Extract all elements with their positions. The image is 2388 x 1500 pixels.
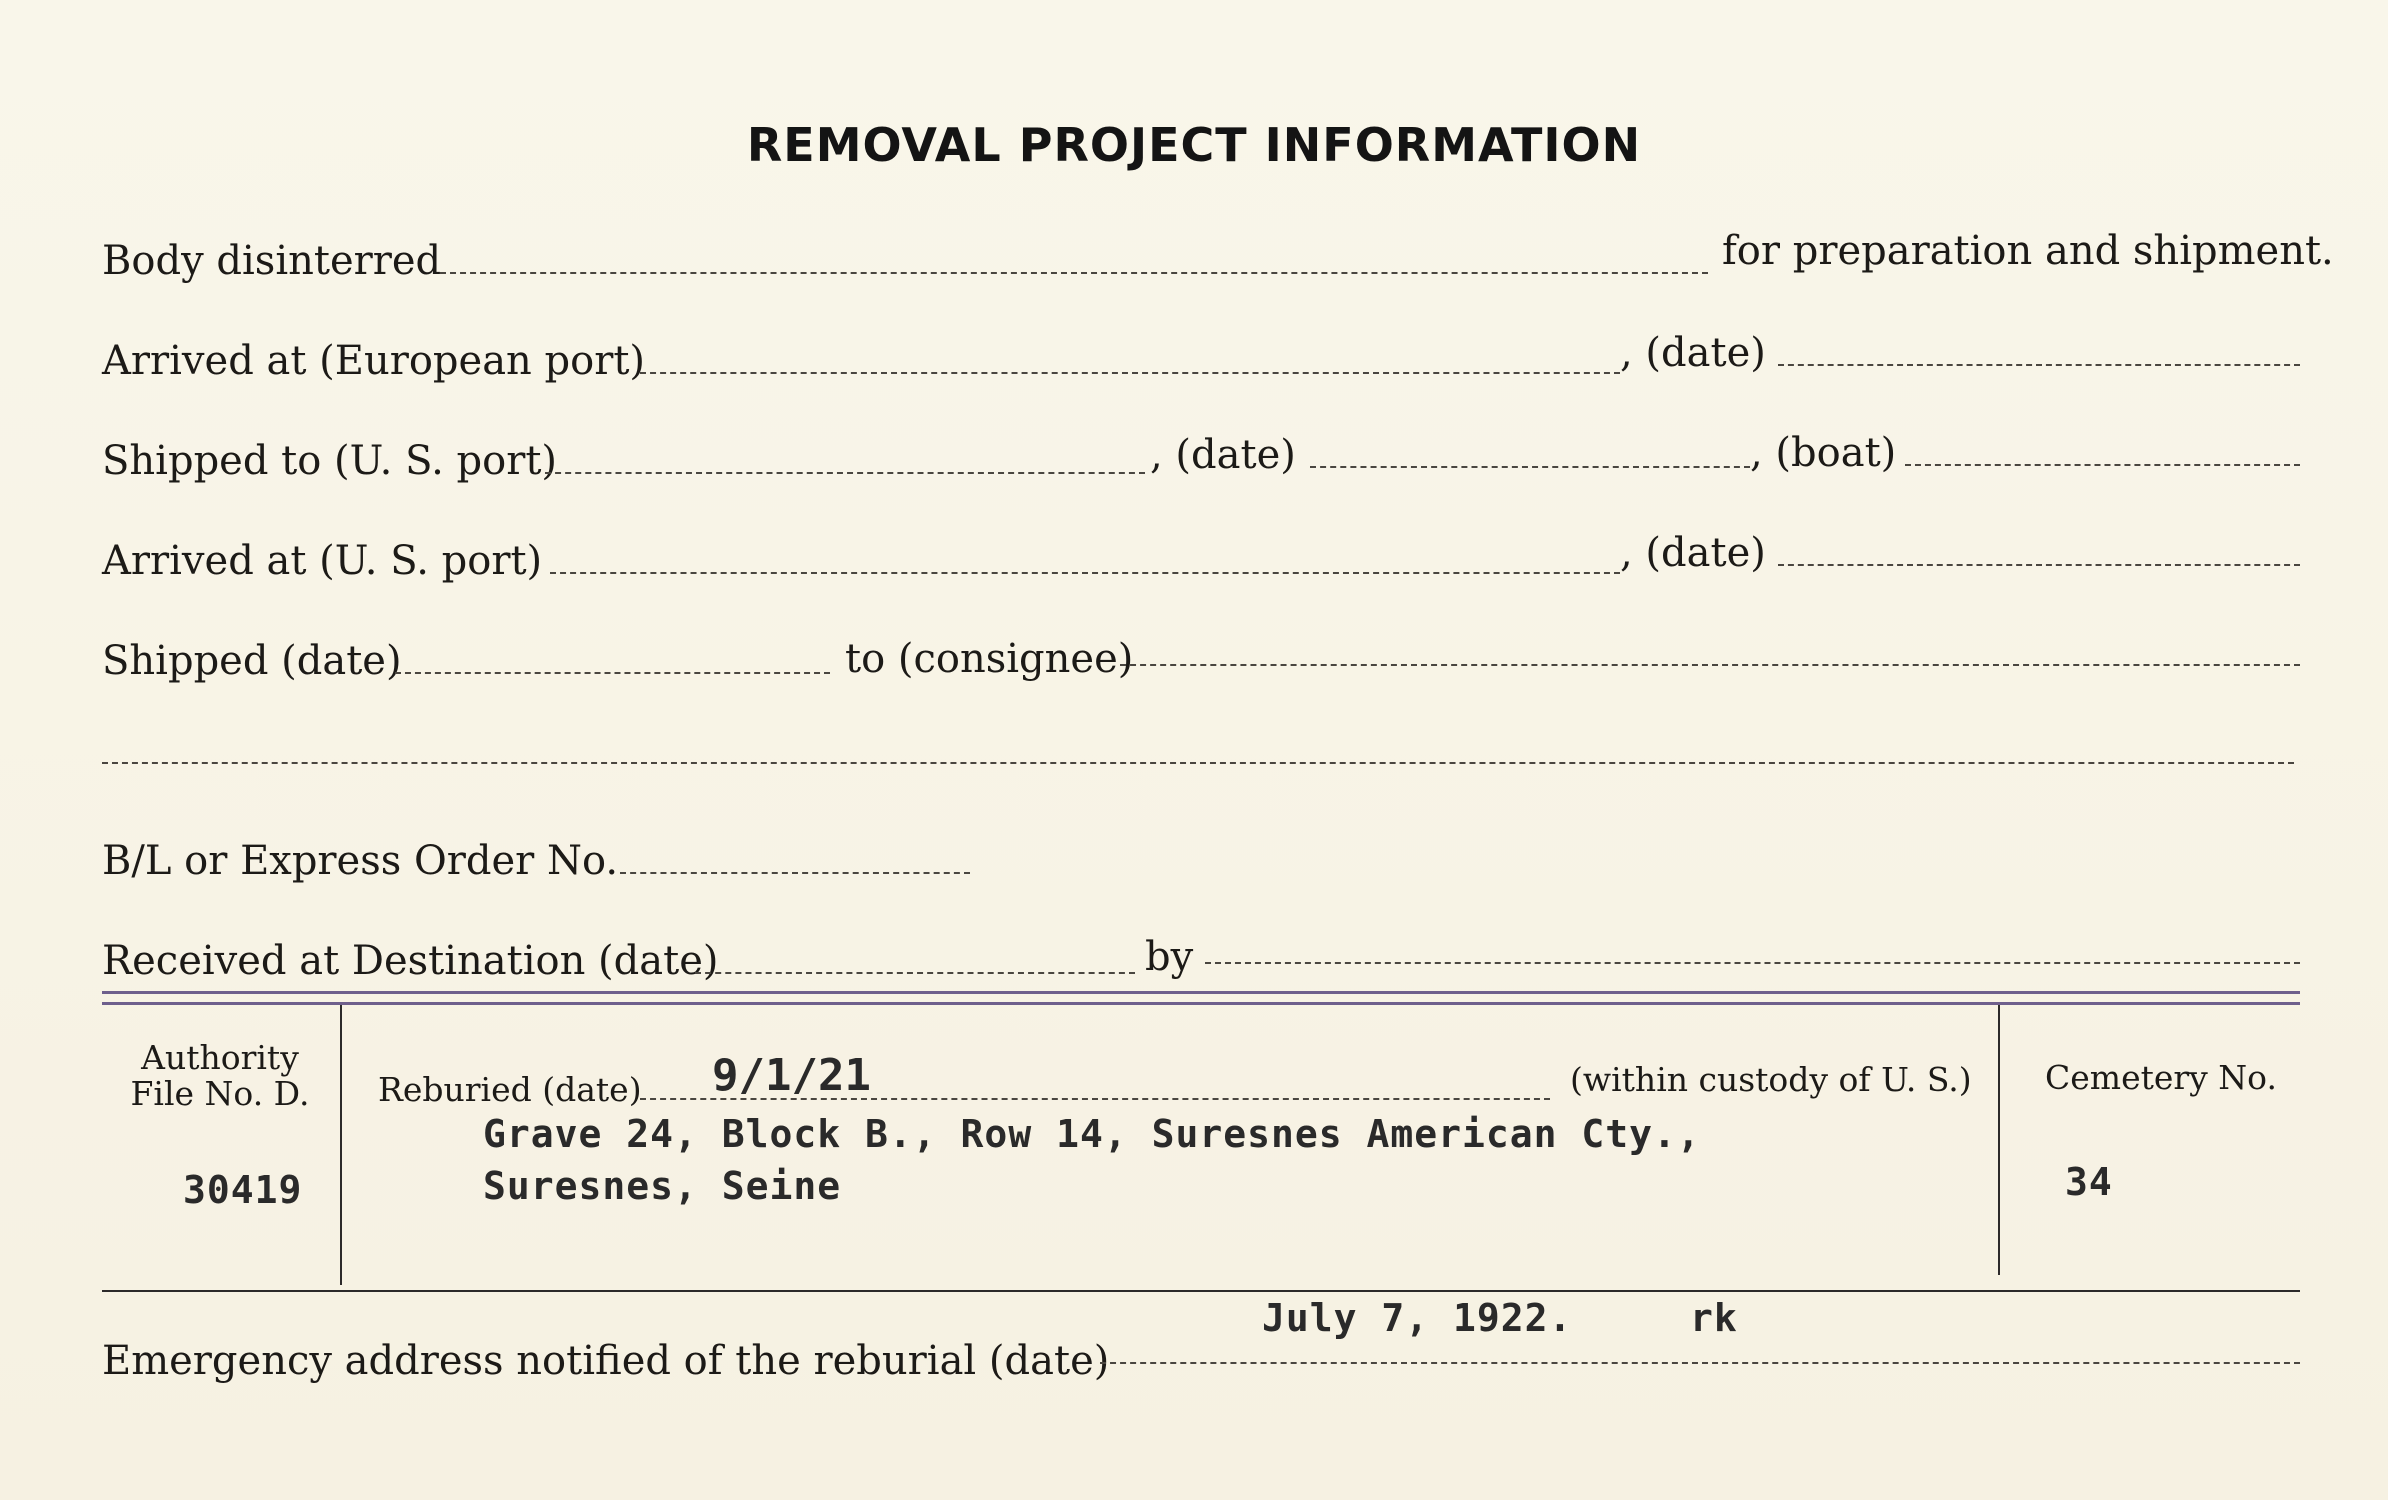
consignee-continuation-field[interactable] [102,762,2294,764]
us-port-shipped-field[interactable] [545,472,1145,474]
grave-location-line-2: Suresnes, Seine [483,1164,842,1208]
authority-line-2: File No. D. [130,1074,310,1113]
consignee-field[interactable] [1120,664,2300,666]
box-divider-left [340,1005,342,1285]
received-destination-label: Received at Destination (date) [102,938,719,984]
divider-bottom [102,1290,2300,1292]
divider-top-2 [102,1002,2300,1005]
boat-field[interactable] [1905,464,2300,466]
boat-label: , (boat) [1750,430,1897,476]
arrived-us-port-label: Arrived at (U. S. port) [102,538,543,584]
received-by-field[interactable] [1205,962,2300,964]
reburied-date-value: 9/1/21 [712,1050,871,1101]
emergency-date-field[interactable] [1100,1362,2300,1364]
shipped-date-field-2[interactable] [395,672,830,674]
shipped-date-field[interactable] [1310,466,1750,468]
divider-top-1 [102,991,2300,994]
authority-label [110,1040,330,1112]
cemetery-number-label: Cemetery No. [2045,1058,2277,1097]
bl-express-order-label: B/L or Express Order No. [102,838,619,884]
custody-label: (within custody of U. S.) [1570,1060,1972,1099]
cemetery-number-value: 34 [2065,1160,2113,1204]
emergency-notified-label: Emergency address notified of the reburial (date) [102,1338,1110,1384]
emergency-date-value: July 7, 1922. [1262,1296,1573,1340]
arrived-european-port-label: Arrived at (European port) [102,338,646,384]
date-label-3: , (date) [1620,530,1766,576]
grave-location-line-1: Grave 24, Block B., Row 14, Suresnes American Cty., [483,1112,1701,1156]
box-divider-right [1998,1005,2000,1275]
bl-order-field[interactable] [620,872,970,874]
for-preparation-label: for preparation and shipment. [1722,228,2334,274]
date-label-1: , (date) [1620,330,1766,376]
date-label-2: , (date) [1150,432,1296,478]
clerk-initials: rk [1690,1296,1738,1340]
shipped-date-label: Shipped (date) [102,638,402,684]
by-label: by [1145,934,1194,980]
authority-line-1: Authority [141,1038,299,1077]
body-disinterred-label: Body disinterred [102,238,442,284]
reburied-date-label: Reburied (date) [378,1070,642,1109]
european-port-field[interactable] [640,372,1620,374]
to-consignee-label: to (consignee) [845,636,1134,682]
european-date-field[interactable] [1778,364,2300,366]
body-disinterred-field[interactable] [440,272,1708,274]
form-title: REMOVAL PROJECT INFORMATION [746,118,1642,172]
authority-file-number: 30419 [183,1168,303,1212]
received-date-field[interactable] [695,972,1135,974]
shipped-to-us-port-label: Shipped to (U. S. port) [102,438,557,484]
arrived-us-port-field[interactable] [550,572,1620,574]
arrived-us-date-field[interactable] [1778,564,2300,566]
